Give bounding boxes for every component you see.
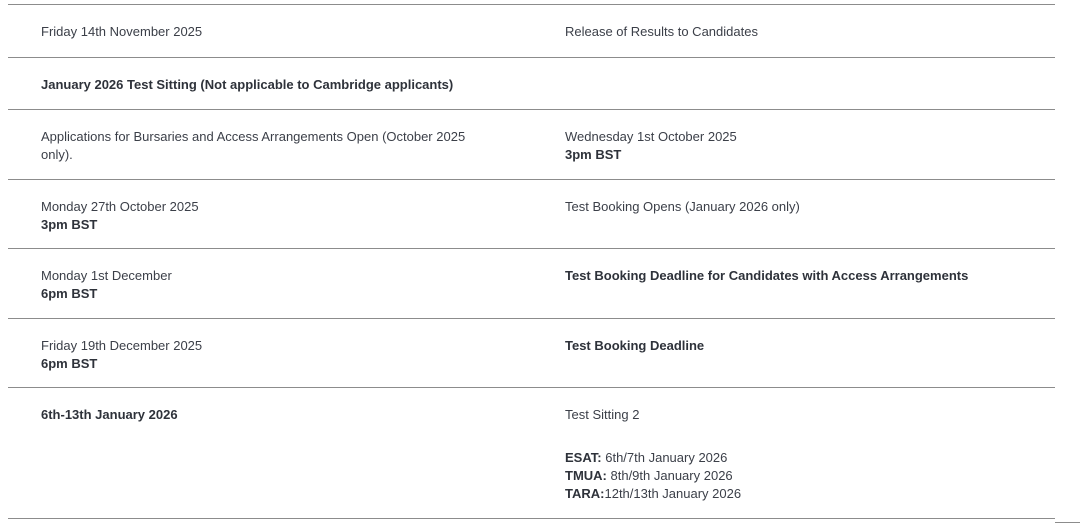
test-label: ESAT: bbox=[565, 450, 602, 465]
test-date-esat bbox=[565, 449, 1025, 467]
table-row bbox=[8, 319, 1055, 388]
event-cell bbox=[565, 23, 1025, 41]
date-text: Monday 1st December bbox=[41, 268, 172, 283]
event-cell bbox=[41, 128, 491, 164]
date-text: Friday 19th December 2025 bbox=[41, 338, 203, 353]
time-text: 3pm BST bbox=[41, 217, 98, 232]
divider bbox=[1055, 522, 1080, 523]
date-cell bbox=[41, 23, 491, 41]
event-text: Test Booking Deadline for Candidates with Access Arrangements bbox=[565, 268, 969, 283]
date-cell bbox=[41, 267, 491, 303]
section-title-cell bbox=[41, 76, 941, 94]
test-value: 12th/13th January 2026 bbox=[604, 486, 742, 501]
test-label: TMUA: bbox=[565, 468, 607, 483]
test-value: 6th/7th January 2026 bbox=[601, 450, 728, 465]
date-text: Friday 14th November 2025 bbox=[41, 24, 203, 39]
table-row bbox=[8, 5, 1055, 58]
time-text: 6pm BST bbox=[41, 356, 98, 371]
date-text: Wednesday 1st October 2025 bbox=[565, 129, 737, 144]
test-date-tmua bbox=[565, 467, 1025, 485]
section-header-row bbox=[8, 58, 1055, 110]
time-text: 3pm BST bbox=[565, 147, 622, 162]
time-text: 6pm BST bbox=[41, 286, 98, 301]
test-label: TARA: bbox=[565, 486, 605, 501]
date-cell bbox=[41, 198, 491, 234]
event-text: Test Booking Opens (January 2026 only) bbox=[565, 199, 800, 214]
event-text: Release of Results to Candidates bbox=[565, 24, 758, 39]
event-cell bbox=[565, 267, 1025, 285]
table-row bbox=[8, 249, 1055, 319]
schedule-table bbox=[8, 4, 1055, 519]
table-row bbox=[8, 388, 1055, 519]
event-text: Test Booking Deadline bbox=[565, 338, 705, 353]
section-title: January 2026 Test Sitting (Not applicable to Cambridge applicants) bbox=[41, 77, 454, 92]
event-cell bbox=[565, 406, 1025, 503]
date-text: Monday 27th October 2025 bbox=[41, 199, 199, 214]
date-cell bbox=[41, 337, 491, 373]
event-text: Test Sitting 2 bbox=[565, 407, 640, 422]
date-cell bbox=[565, 128, 1025, 164]
table-row bbox=[8, 180, 1055, 249]
event-text: Applications for Bursaries and Access Arrangements Open (October 2025 only). bbox=[41, 129, 466, 162]
test-value: 8th/9th January 2026 bbox=[606, 468, 733, 483]
event-cell bbox=[565, 198, 1025, 216]
test-date-tara bbox=[565, 485, 1025, 503]
date-text: 6th-13th January 2026 bbox=[41, 407, 178, 422]
date-cell bbox=[41, 406, 491, 424]
event-cell bbox=[565, 337, 1025, 355]
table-row bbox=[8, 110, 1055, 180]
